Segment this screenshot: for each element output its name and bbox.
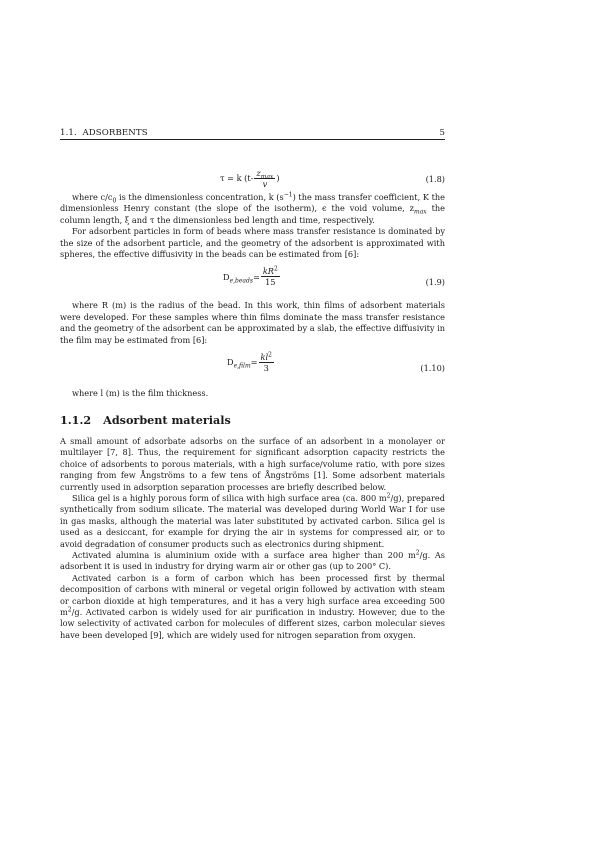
p8-sup: 2 (67, 606, 72, 614)
p7-text-2: /g. As adsorbent it is used in industry for drying warm air or other gas (up to 200° C). (60, 549, 445, 572)
p7-text-1: Activated alumina is aluminium oxide with a surface area higher than 200 m (72, 549, 416, 560)
p1-text-2: is the dimensionless concentration, k (s (116, 192, 284, 202)
running-header (60, 128, 445, 138)
page-number: 5 (439, 128, 445, 138)
paragraph-activated-carbon (60, 573, 445, 641)
p1-sup: −1 (283, 191, 293, 199)
eq-1-10-fraction (259, 352, 274, 374)
eq-1-8-close: ) (276, 173, 280, 184)
eq-1-9-num: kR (262, 266, 274, 277)
p8-text-2: /g. Activated carbon is widely used for air purification in industry. However, due to the low selectivity of activated carbon for molecules of different sizes, carbon molecular sieves have been developed [9], which are widely used for nitrogen separation from oxygen. (60, 606, 445, 640)
eq-1-9-den: 15 (265, 277, 276, 288)
p1-sub-0: 0 (112, 197, 117, 205)
eq-1-8-lhs: τ = k (t- (220, 173, 254, 184)
eq-1-9-number: (1.9) (425, 277, 445, 288)
eq-1-10-equals: = (250, 357, 258, 368)
eq-1-8-num-sub: max (260, 173, 274, 181)
eq-1-10-num-sup: 2 (268, 351, 272, 359)
paragraph-intro-adsorbents: A small amount of adsorbate adsorbs on the surface of an adsorbent in a monolayer or multilayer [7, 8]. Thus, the requirement for significant adsorption capacity restricts the choice of adsorbents to porous materials, with a high surface/volume ratio, with pore sizes ranging from few Ångströms to a few tens of Ångströms [1]. Some adsorbent materials currently used in adsorption separation processes are briefly described below. (60, 435, 445, 492)
paragraph-variables (60, 192, 445, 226)
subsection-heading (60, 415, 445, 426)
p1-text-1: where c/c (72, 192, 113, 202)
eq-1-8-num: z (256, 168, 261, 178)
header-rule (60, 139, 445, 140)
equation-1-10 (60, 352, 445, 386)
paragraph-film-thickness: where l (m) is the film thickness. (72, 388, 209, 399)
eq-1-10-D: D (227, 357, 234, 368)
p1-text-4: the column length, ξ and τ the dimensionless bed length and time, respectively. (60, 203, 445, 225)
paragraph-beads: For adsorbent particles in form of beads where mass transfer resistance is dominated by the size of the adsorbent particle, and the geometry of the adsorbent is approximated with spheres, the effective diffusivity in the beads can be estimated from [6]: (60, 226, 445, 260)
p6-text-1: Silica gel is a highly porous form of silica with high surface area (ca. 800 m (72, 492, 387, 503)
eq-1-9-D: D (223, 271, 230, 282)
eq-1-10-num: kl (260, 352, 269, 363)
p1-text-3: ) the mass transfer coefficient, K the dimensionless Henry constant (the slope of the isotherm), ϵ the void volume, z (60, 192, 445, 214)
eq-1-9-lhs (223, 272, 253, 283)
p7-sup: 2 (415, 549, 420, 557)
eq-1-9-equals: = (252, 271, 260, 282)
header-title-initial: A (82, 128, 89, 138)
eq-1-9-num-sup: 2 (273, 265, 278, 273)
subsection-title: Adsorbent materials (103, 413, 231, 428)
subsection-number: 1.1.2 (60, 413, 92, 428)
header-title-rest: DSORBENTS (88, 128, 148, 138)
paragraph-silica-gel (60, 493, 445, 550)
p6-text-2: /g), prepared synthetically from sodium silicate. The material was developed during World War I for use in gas masks, although the material was later substituted by activated carbon. Silica gel is used as a desiccant, for example for drying the air in systems for compressed air, or to avoid degradation of consumer products such as electronics during shipment. (60, 492, 445, 549)
equation-1-9 (60, 266, 445, 300)
eq-1-10-lhs (227, 357, 251, 368)
eq-1-9-D-sub: e,beads (229, 277, 253, 285)
equation-1-8 (60, 168, 445, 192)
eq-1-10-number: (1.10) (420, 363, 445, 374)
eq-1-9-fraction (261, 266, 280, 288)
eq-1-8-number: (1.8) (425, 174, 445, 184)
header-section-number: 1.1. (60, 128, 77, 138)
page-body (60, 168, 445, 641)
eq-1-10-D-sub: e,film (233, 363, 251, 370)
eq-1-8-den: v (262, 179, 268, 189)
eq-1-8-fraction (254, 168, 275, 190)
eq-1-10-den: 3 (263, 363, 269, 374)
header-section-title (60, 128, 148, 138)
p8-text-1: Activated carbon is a form of carbon which has been processed first by thermal decomposition of carbons with mineral or vegetal origin followed by activation with steam or carbon dioxide at high temperatures, and it has a very high surface area exceeding 500 m (60, 572, 445, 617)
p1-sub-max: max (414, 209, 427, 217)
paragraph-activated-alumina (60, 550, 445, 573)
p6-sup: 2 (386, 492, 391, 500)
paragraph-films: where R (m) is the radius of the bead. In this work, thin films of adsorbent materials were developed. For these samples where thin films dominate the mass transfer resistance and the geometry of the adsorbent can be approximated by a slab, the effective diffusivity in the film may be estimated from [6]: (60, 300, 445, 345)
